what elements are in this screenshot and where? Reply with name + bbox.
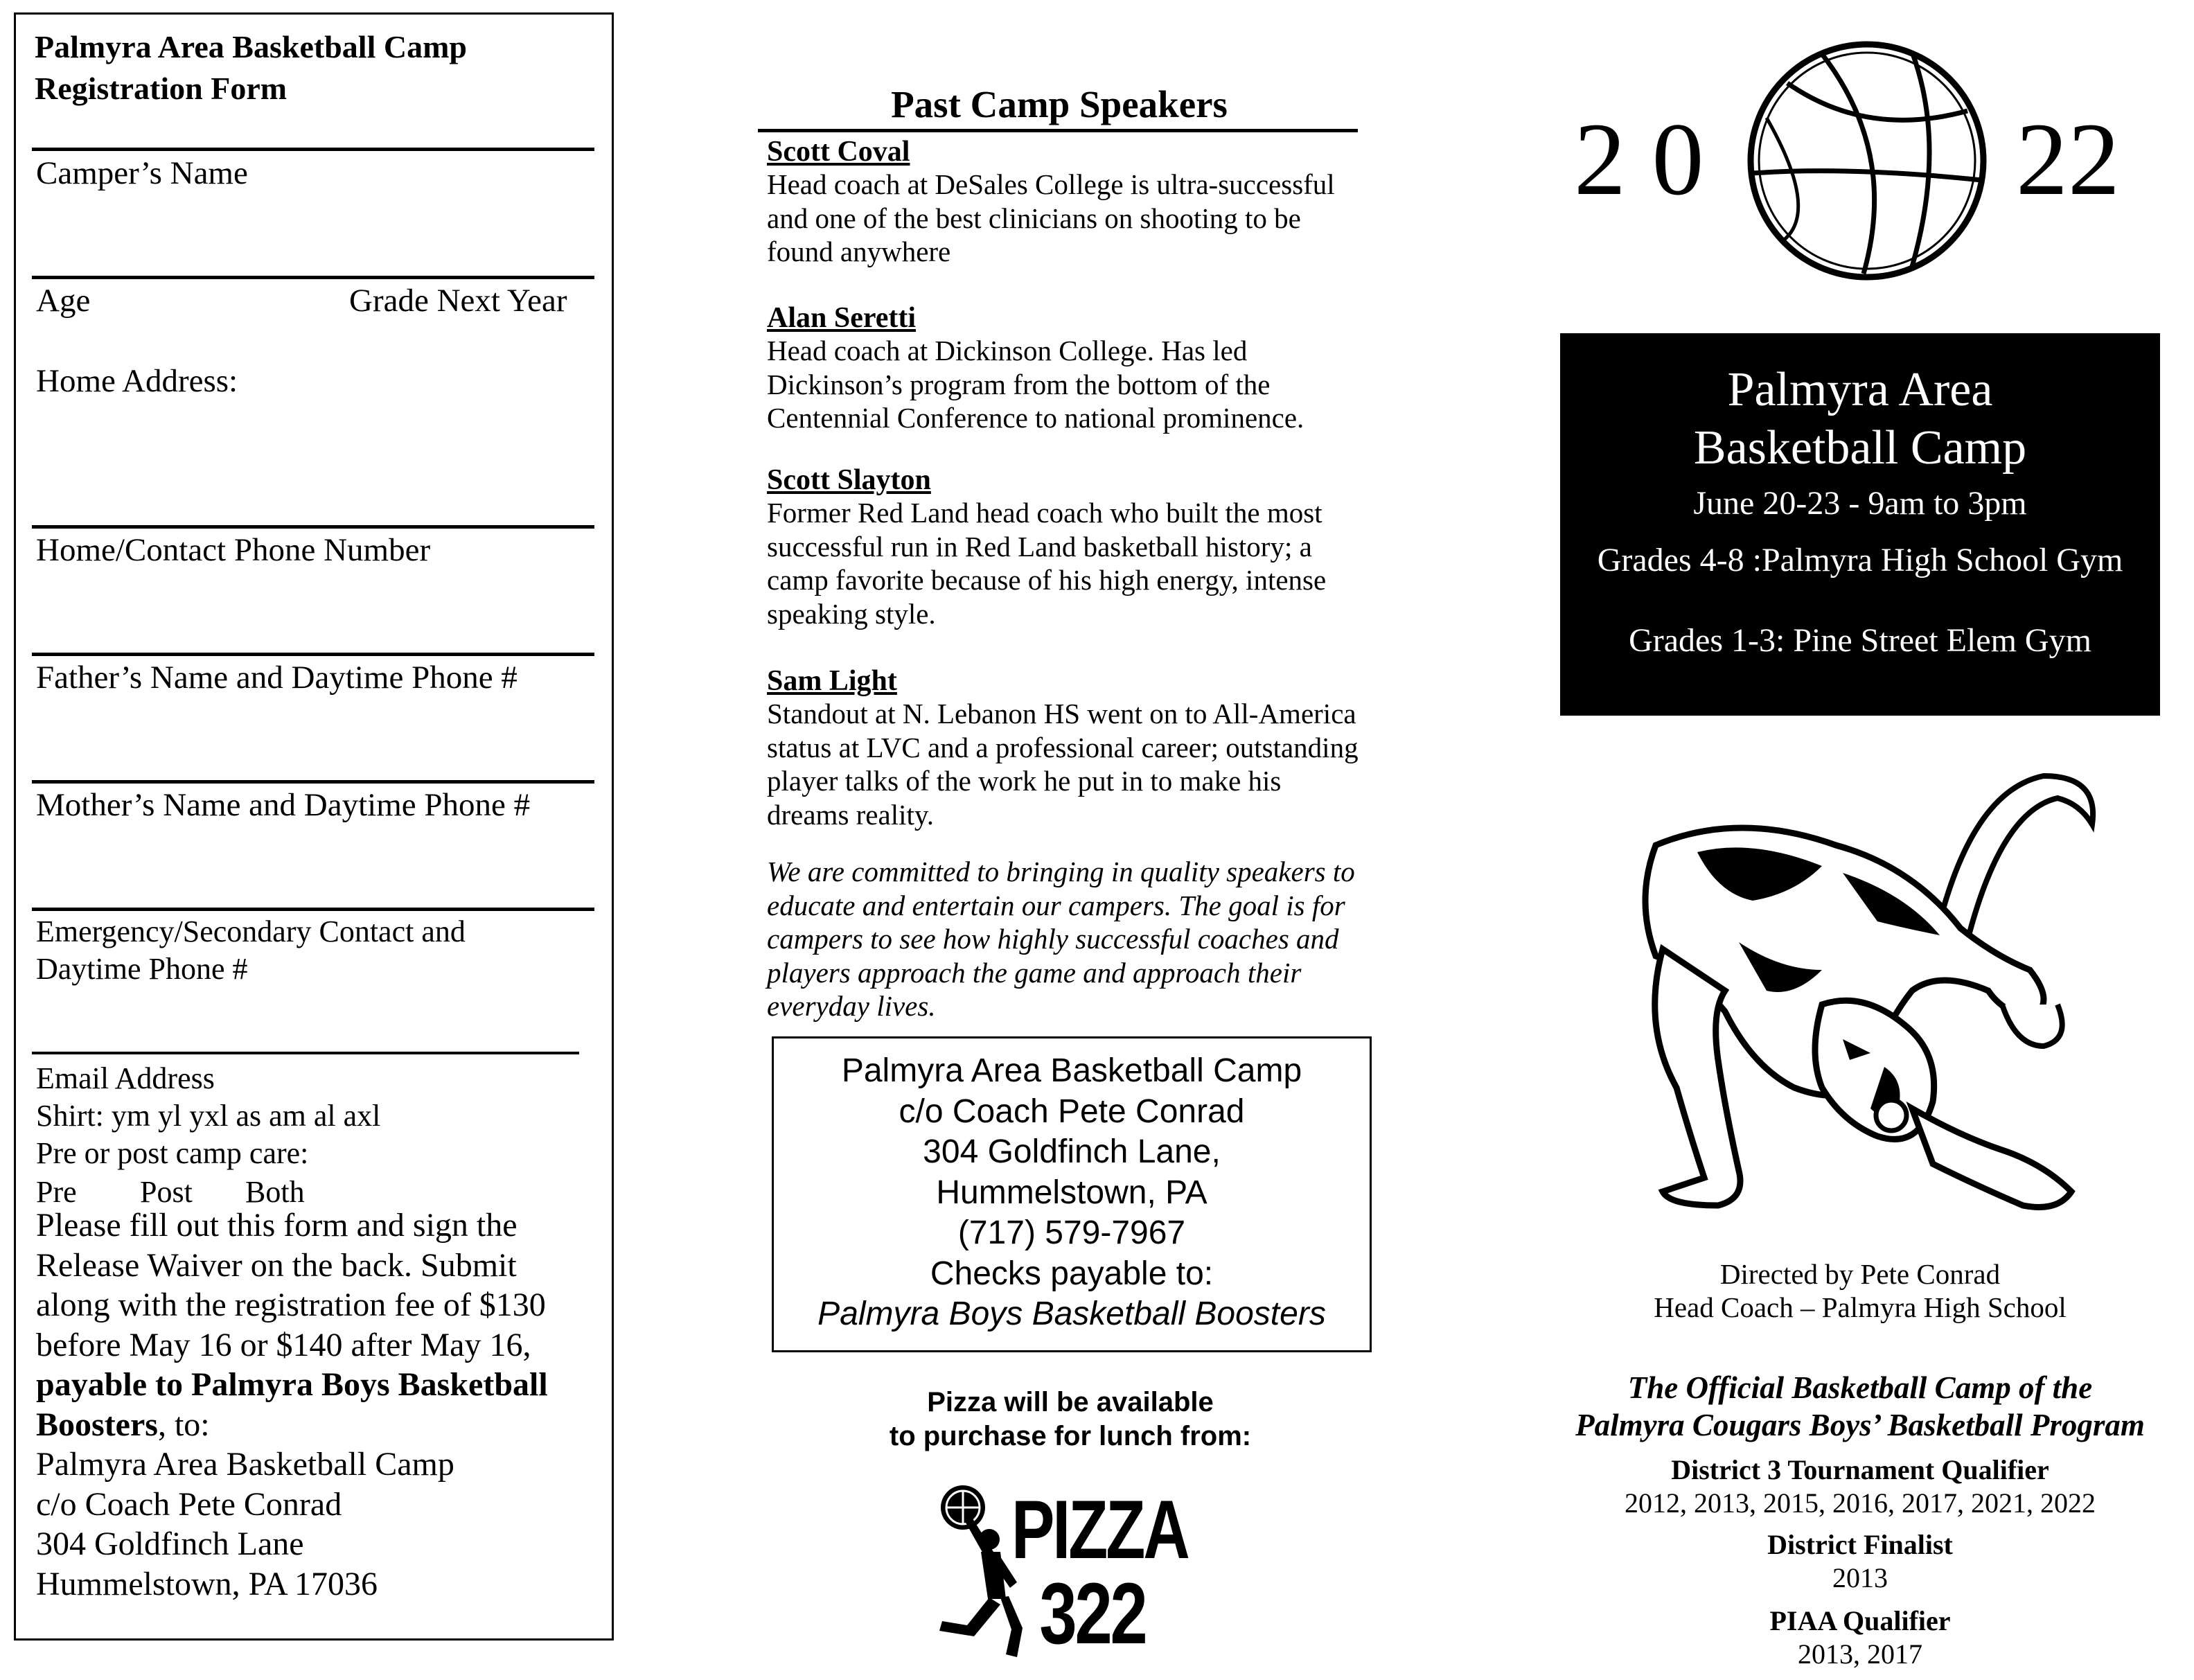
email-label: Email Address (36, 1061, 215, 1095)
campers-name-label: Camper’s Name (36, 155, 248, 191)
age-label: Age (36, 283, 91, 319)
form-rule (32, 1052, 579, 1054)
form-rule (32, 525, 594, 529)
pizza-note (804, 1386, 1337, 1453)
mailing-line: Palmyra Area Basketball Camp (841, 1052, 1302, 1089)
father-label: Father’s Name and Daytime Phone # (36, 660, 517, 696)
camp-title-line2: Basketball Camp (1693, 421, 2027, 475)
achievement-title: PIAA Qualifier (1769, 1605, 1951, 1636)
instructions-to: , to: (157, 1406, 210, 1443)
mailing-phone: (717) 579-7967 (957, 1214, 1186, 1251)
form-address-line2: c/o Coach Pete Conrad (36, 1485, 342, 1523)
emergency-label-line1: Emergency/Secondary Contact and (36, 914, 466, 948)
form-rule (32, 908, 594, 911)
care-option-both: Both (245, 1175, 305, 1209)
pizza-322-logo (921, 1483, 1219, 1663)
camp-title-box (1560, 333, 2160, 716)
speakers-note: We are committed to bringing in quality speakers to educate and entertain our campers. The goal is for campers to see how highly successful coaches and players approach the game and approach their everyday lives. (767, 856, 1355, 1022)
shirt-sizes: Shirt: ym yl yxl as am al axl (36, 1099, 381, 1133)
director-line2: Head Coach – Palmyra High School (1654, 1291, 2067, 1323)
director-line1: Directed by Pete Conrad (1719, 1258, 2001, 1290)
speaker-bio: Head coach at Dickinson College. Has led Dickinson’s program from the bottom of the Centennial Conference to national prominence. (767, 335, 1304, 434)
home-address-label: Home Address: (36, 363, 238, 399)
form-rule (32, 148, 594, 151)
form-title-line2: Registration Form (35, 71, 287, 106)
achievement-title: District Finalist (1767, 1529, 1953, 1560)
official-camp-line2: Palmyra Cougars Boys’ Basketball Program (1575, 1408, 2145, 1442)
grade-next-year-label: Grade Next Year (349, 283, 567, 319)
speaker-name: Alan Seretti (767, 302, 917, 334)
speaker-name: Scott Coval (767, 136, 910, 168)
basketball-player-icon (921, 1483, 1025, 1663)
mailing-line: Hummelstown, PA (936, 1174, 1207, 1211)
speakers-heading-rule (758, 129, 1358, 132)
speaker-name: Sam Light (767, 665, 897, 697)
form-address-line4: Hummelstown, PA 17036 (36, 1565, 378, 1602)
form-rule (32, 780, 594, 784)
mother-label: Mother’s Name and Daytime Phone # (36, 787, 531, 823)
official-camp-line1: The Official Basketball Camp of the (1627, 1370, 2093, 1405)
pizza-note-line2: to purchase for lunch from: (889, 1421, 1252, 1451)
instructions-text: Please fill out this form and sign the Release Waiver on the back. Submit along with the registration fee of $130 before May 16 or $140 after May 16, (36, 1207, 546, 1363)
speaker-bio: Head coach at DeSales College is ultra-successful and one of the best clinicians on shooting to be found anywhere (767, 168, 1335, 267)
form-rule (32, 653, 594, 656)
form-title (35, 26, 589, 109)
achievement-years: 2013, 2017 (1798, 1638, 1922, 1670)
mailing-line: 304 Goldfinch Lane, (923, 1133, 1221, 1170)
mailing-address-box (772, 1036, 1372, 1352)
form-address-line3: 304 Goldfinch Lane (36, 1526, 304, 1562)
mailing-payee: Palmyra Boys Basketball Boosters (817, 1296, 1326, 1332)
year-left-digits: 2 0 (1574, 102, 1704, 217)
speakers-heading: Past Camp Speakers (891, 83, 1228, 125)
achievement-years: 2012, 2013, 2015, 2016, 2017, 2021, 2022 (1625, 1487, 2096, 1519)
mailing-line: Checks payable to: (930, 1255, 1214, 1292)
form-title-line1: Palmyra Area Basketball Camp (35, 29, 467, 64)
speaker-bio: Former Red Land head coach who built the most successful run in Red Land basketball history; a camp favorite because of his high energy, intense speaking style. (767, 497, 1327, 630)
speaker-bio: Standout at N. Lebanon HS went on to All-America status at LVC and a professional career; outstanding player talks of the work he put in to make his dreams reality. (767, 698, 1359, 831)
achievement-title: District 3 Tournament Qualifier (1671, 1454, 2049, 1485)
camp-care-label: Pre or post camp care: (36, 1136, 309, 1170)
basketball-icon (1739, 35, 1995, 284)
achievement-years: 2013 (1832, 1562, 1888, 1593)
instructions-payable: payable to Palmyra Boys Basketball Boosters (36, 1366, 548, 1443)
year-right-digits: 22 (2016, 102, 2120, 217)
pizza-logo-word: PIZZA (1011, 1483, 1188, 1576)
mailing-line: c/o Coach Pete Conrad (899, 1093, 1245, 1130)
form-instructions (36, 1205, 597, 1604)
emergency-label-line2: Daytime Phone # (36, 952, 248, 986)
form-address-line1: Palmyra Area Basketball Camp (36, 1446, 454, 1483)
pizza-note-line1: Pizza will be available (927, 1387, 1214, 1417)
speaker-name: Scott Slayton (767, 464, 931, 496)
form-rule (32, 276, 594, 279)
cougar-mascot-image (1614, 762, 2099, 1240)
phone-label: Home/Contact Phone Number (36, 532, 431, 568)
camp-grades-lower: Grades 1-3: Pine Street Elem Gym (1629, 622, 2091, 659)
camp-title-line1: Palmyra Area (1727, 363, 1993, 416)
camp-grades-upper: Grades 4-8 :Palmyra High School Gym (1597, 542, 2123, 578)
care-option-post: Post (140, 1175, 193, 1209)
care-option-pre: Pre (36, 1175, 77, 1209)
camp-dates: June 20-23 - 9am to 3pm (1693, 485, 2027, 522)
pizza-logo-number: 322 (1039, 1566, 1146, 1662)
